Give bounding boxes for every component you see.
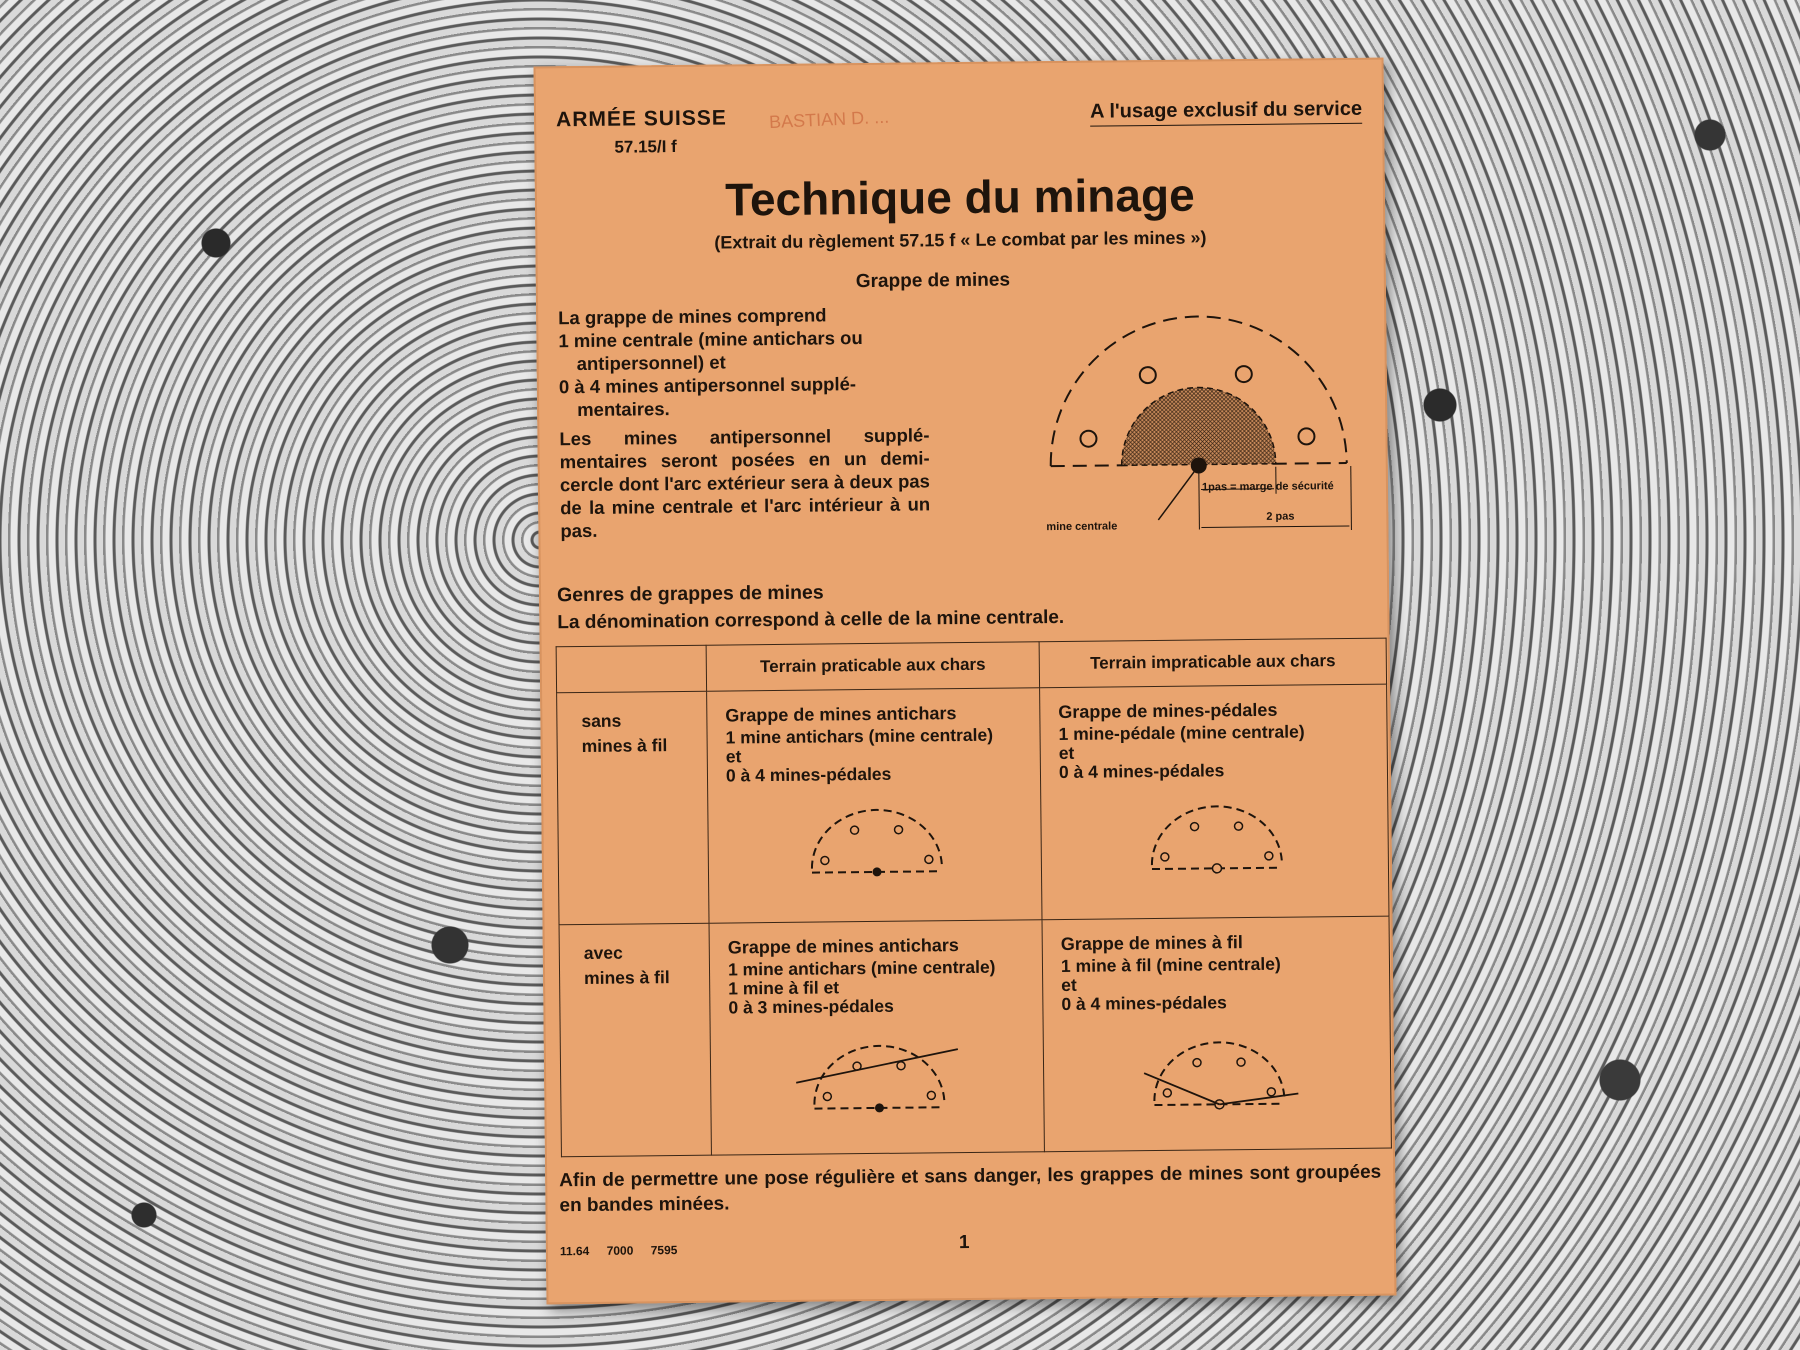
section-title-genres: Genres de grappes de mines	[556, 581, 824, 607]
col-header-praticable: Terrain praticable aux chars	[706, 642, 1039, 691]
name-stamp: BASTIAN D. ...	[768, 106, 890, 133]
page-number: 1	[958, 1231, 970, 1254]
mine-cluster-diagram	[1031, 298, 1373, 542]
doc-code: 57.15/I f	[614, 136, 677, 157]
cell-line: et	[1061, 974, 1077, 996]
cell-pedales-sans	[1040, 684, 1389, 920]
row-label-avec	[559, 923, 711, 1157]
label-mine-centrale: mine centrale	[1046, 520, 1118, 534]
cluster-types-table	[556, 638, 1392, 1158]
intro-line: 1 mine centrale (mine antichars ou	[558, 327, 863, 352]
cell-title: Grappe de mines antichars	[725, 703, 957, 726]
cell-line: 1 mine à fil (mine centrale)	[1060, 953, 1281, 977]
row-label-sans	[557, 691, 709, 925]
section-title-grappe: Grappe de mines	[855, 269, 1011, 293]
org-name: ARMÉE SUISSE	[555, 106, 727, 132]
row-label-line: sans	[581, 710, 622, 732]
cell-line: 0 à 4 mines-pédales	[1061, 992, 1227, 1015]
footer-paragraph: Afin de permettre une pose régulière et sans danger, les grappes de mines sont groupées en bandes minées.	[559, 1161, 1382, 1217]
cluster-diagram-pedales	[1146, 802, 1287, 875]
row-label-line: avec	[583, 942, 623, 964]
cluster-diagram-antichars	[806, 805, 947, 878]
cell-line: 1 mine antichars (mine centrale)	[727, 956, 996, 980]
cell-line: 0 à 4 mines-pédales	[1058, 760, 1225, 783]
row-label-line: mines à fil	[583, 967, 670, 989]
cell-fil-avec	[1042, 916, 1391, 1152]
page-title: Technique du minage	[724, 168, 1195, 226]
page-subtitle: (Extrait du règlement 57.15 f « Le combat par les mines »)	[714, 227, 1207, 253]
table-corner	[556, 645, 706, 693]
cell-title: Grappe de mines à fil	[1060, 932, 1243, 955]
cell-line: et	[725, 746, 742, 767]
cell-antichars-sans	[707, 688, 1042, 923]
document-card	[534, 58, 1397, 1305]
cell-line: 1 mine antichars (mine centrale)	[725, 724, 994, 748]
cell-line: 0 à 4 mines-pédales	[725, 763, 892, 786]
col-header-impraticable: Terrain impraticable aux chars	[1039, 638, 1386, 688]
cell-antichars-avec	[709, 920, 1044, 1155]
label-1pas: 1pas = marge de sécurité	[1201, 480, 1334, 494]
cell-title: Grappe de mines antichars	[727, 935, 959, 958]
cluster-diagram-fil	[1134, 1033, 1305, 1113]
intro-text	[558, 302, 930, 542]
intro-line: antipersonnel) et	[576, 351, 726, 375]
label-2pas: 2 pas	[1266, 510, 1295, 523]
intro-paragraph: Les mines antipersonnel supplé-mentaires seront posées en un demi-cercle dont l'arc extérieur sera à deux pas de la mine centrale et l'arc intérieur à un pas.	[559, 424, 931, 542]
cluster-diagram-antichars-fil	[794, 1037, 965, 1117]
genres-description: La dénomination correspond à celle de la mine centrale.	[557, 606, 1065, 634]
intro-line: La grappe de mines comprend	[558, 304, 827, 329]
intro-line: 0 à 4 mines antipersonnel supplé-	[558, 373, 857, 398]
cell-title: Grappe de mines-pédales	[1058, 699, 1278, 723]
cell-line: et	[1058, 742, 1075, 764]
cell-line: 1 mine-pédale (mine centrale)	[1058, 721, 1305, 745]
cell-line: 1 mine à fil et	[728, 977, 840, 999]
cell-line: 0 à 3 mines-pédales	[728, 995, 894, 1018]
restriction-notice: A l'usage exclusif du service	[1090, 98, 1362, 127]
print-code: 11.64 7000 7595	[559, 1243, 678, 1259]
intro-line: mentaires.	[577, 398, 670, 421]
row-label-line: mines à fil	[581, 735, 668, 757]
